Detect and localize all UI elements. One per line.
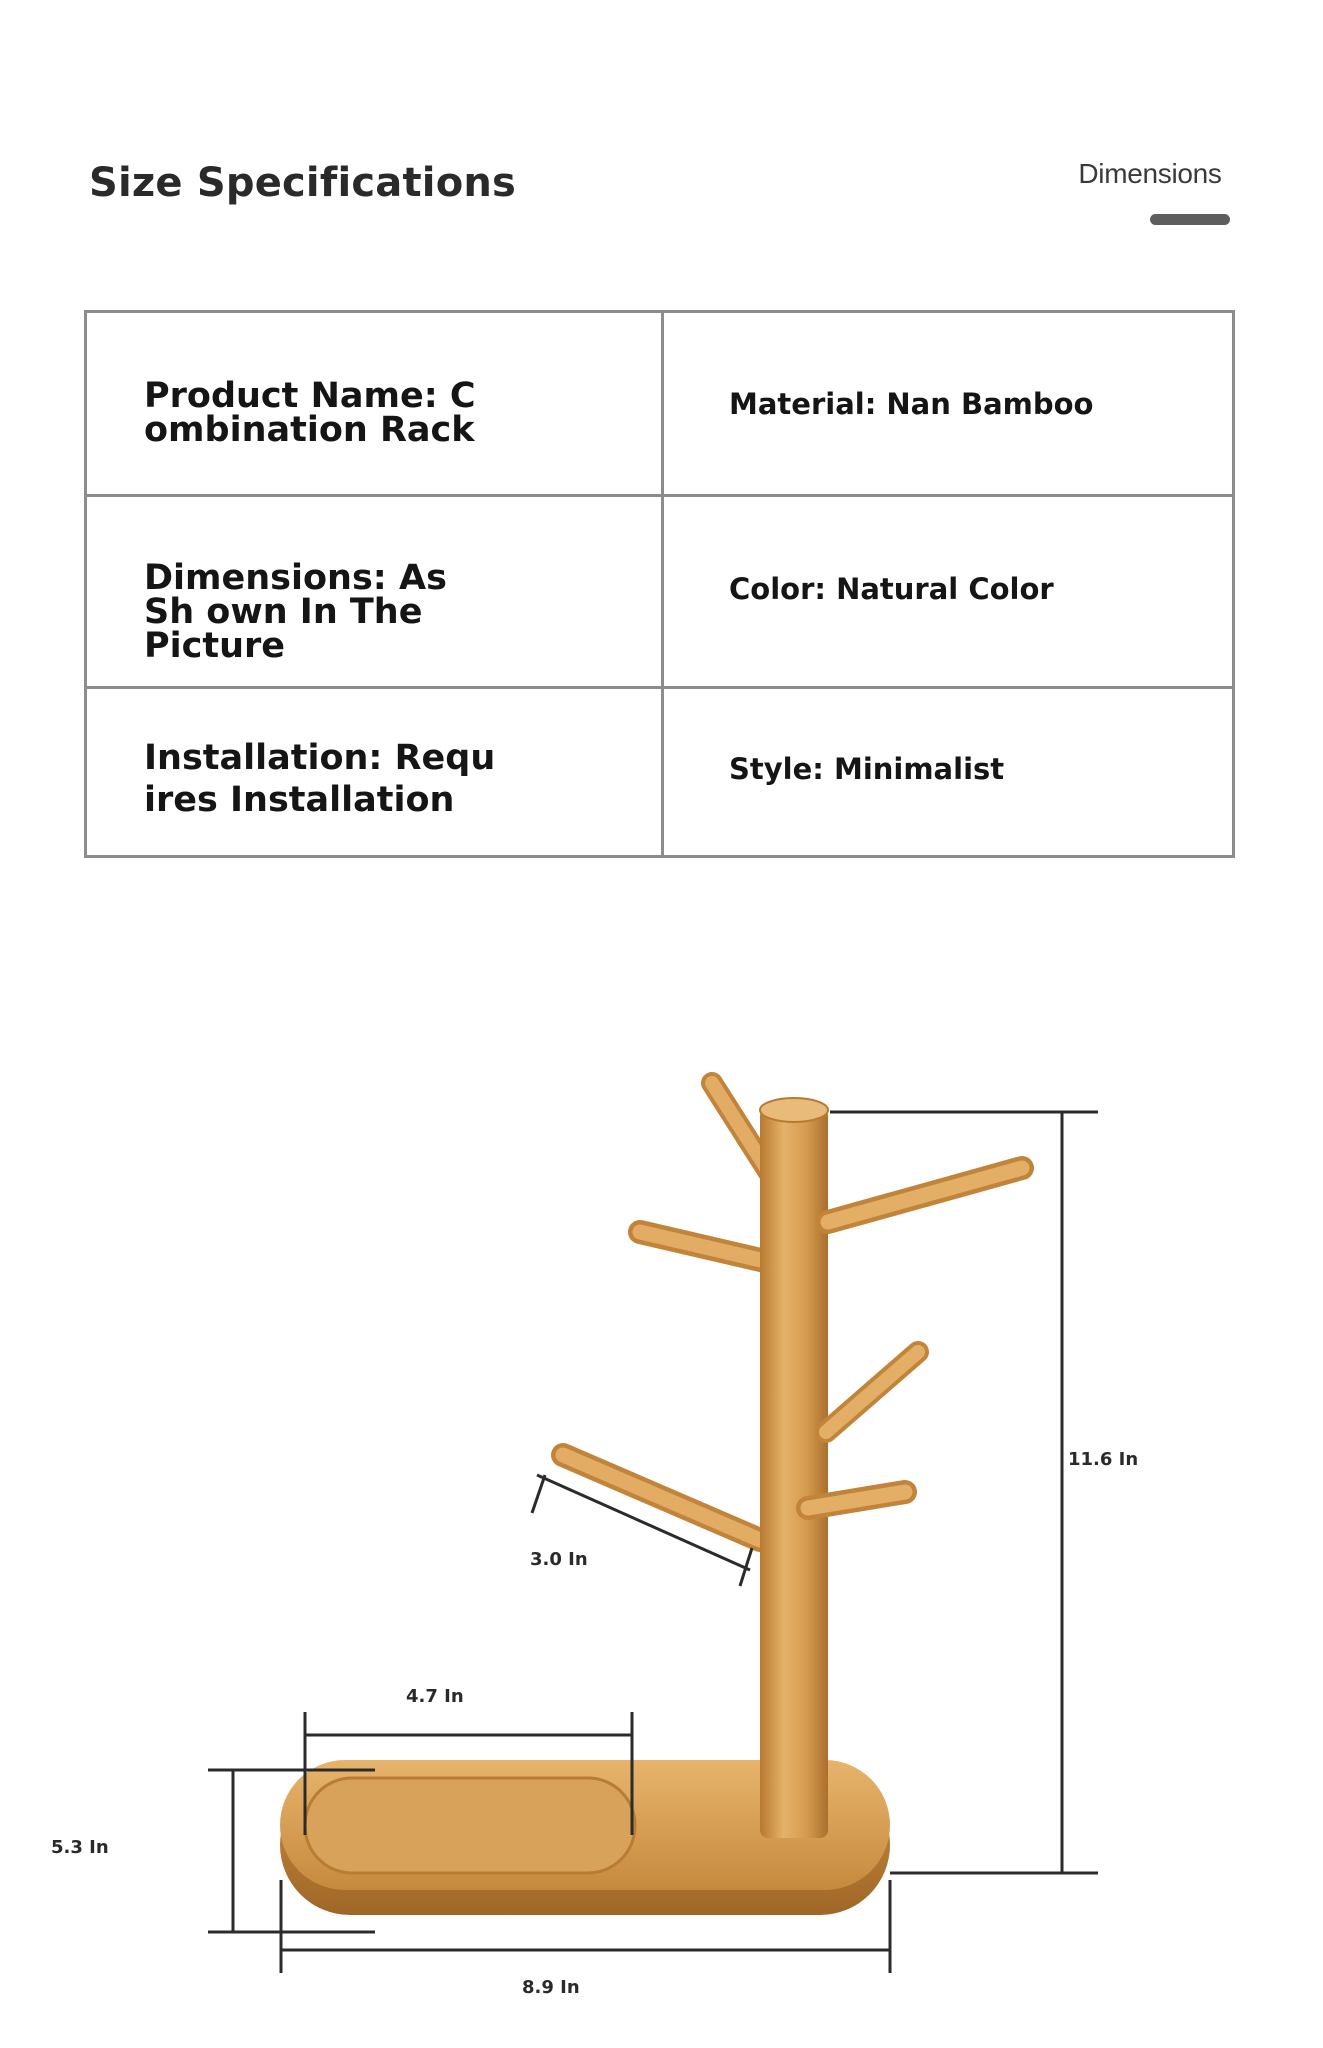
- spec-dimensions: Dimensions: As Sh own In The Picture: [144, 558, 447, 666]
- dimension-height-label: 11.6 In: [1068, 1449, 1139, 1470]
- rack-arms: [563, 1083, 782, 1540]
- dimension-base-length-label: 8.9 In: [522, 1977, 580, 1998]
- dimension-tray-width-label: 4.7 In: [406, 1686, 464, 1707]
- spec-material: Material: Nan Bamboo: [729, 387, 1094, 421]
- rack-pole: [760, 1098, 828, 1838]
- tab-dimensions[interactable]: Dimensions: [1078, 158, 1222, 189]
- spec-product-name: Product Name: C ombination Rack: [144, 376, 476, 450]
- spec-style: Style: Minimalist: [729, 752, 1005, 786]
- dimension-arm-label: 3.0 In: [530, 1549, 588, 1570]
- page-title: Size Specifications: [89, 160, 517, 206]
- spec-color: Color: Natural Color: [729, 572, 1054, 606]
- rack-arms-front: [808, 1168, 1022, 1508]
- dimension-base-depth-label: 5.3 In: [51, 1837, 109, 1858]
- spec-installation: Installation: Requ ires Installation: [144, 738, 496, 820]
